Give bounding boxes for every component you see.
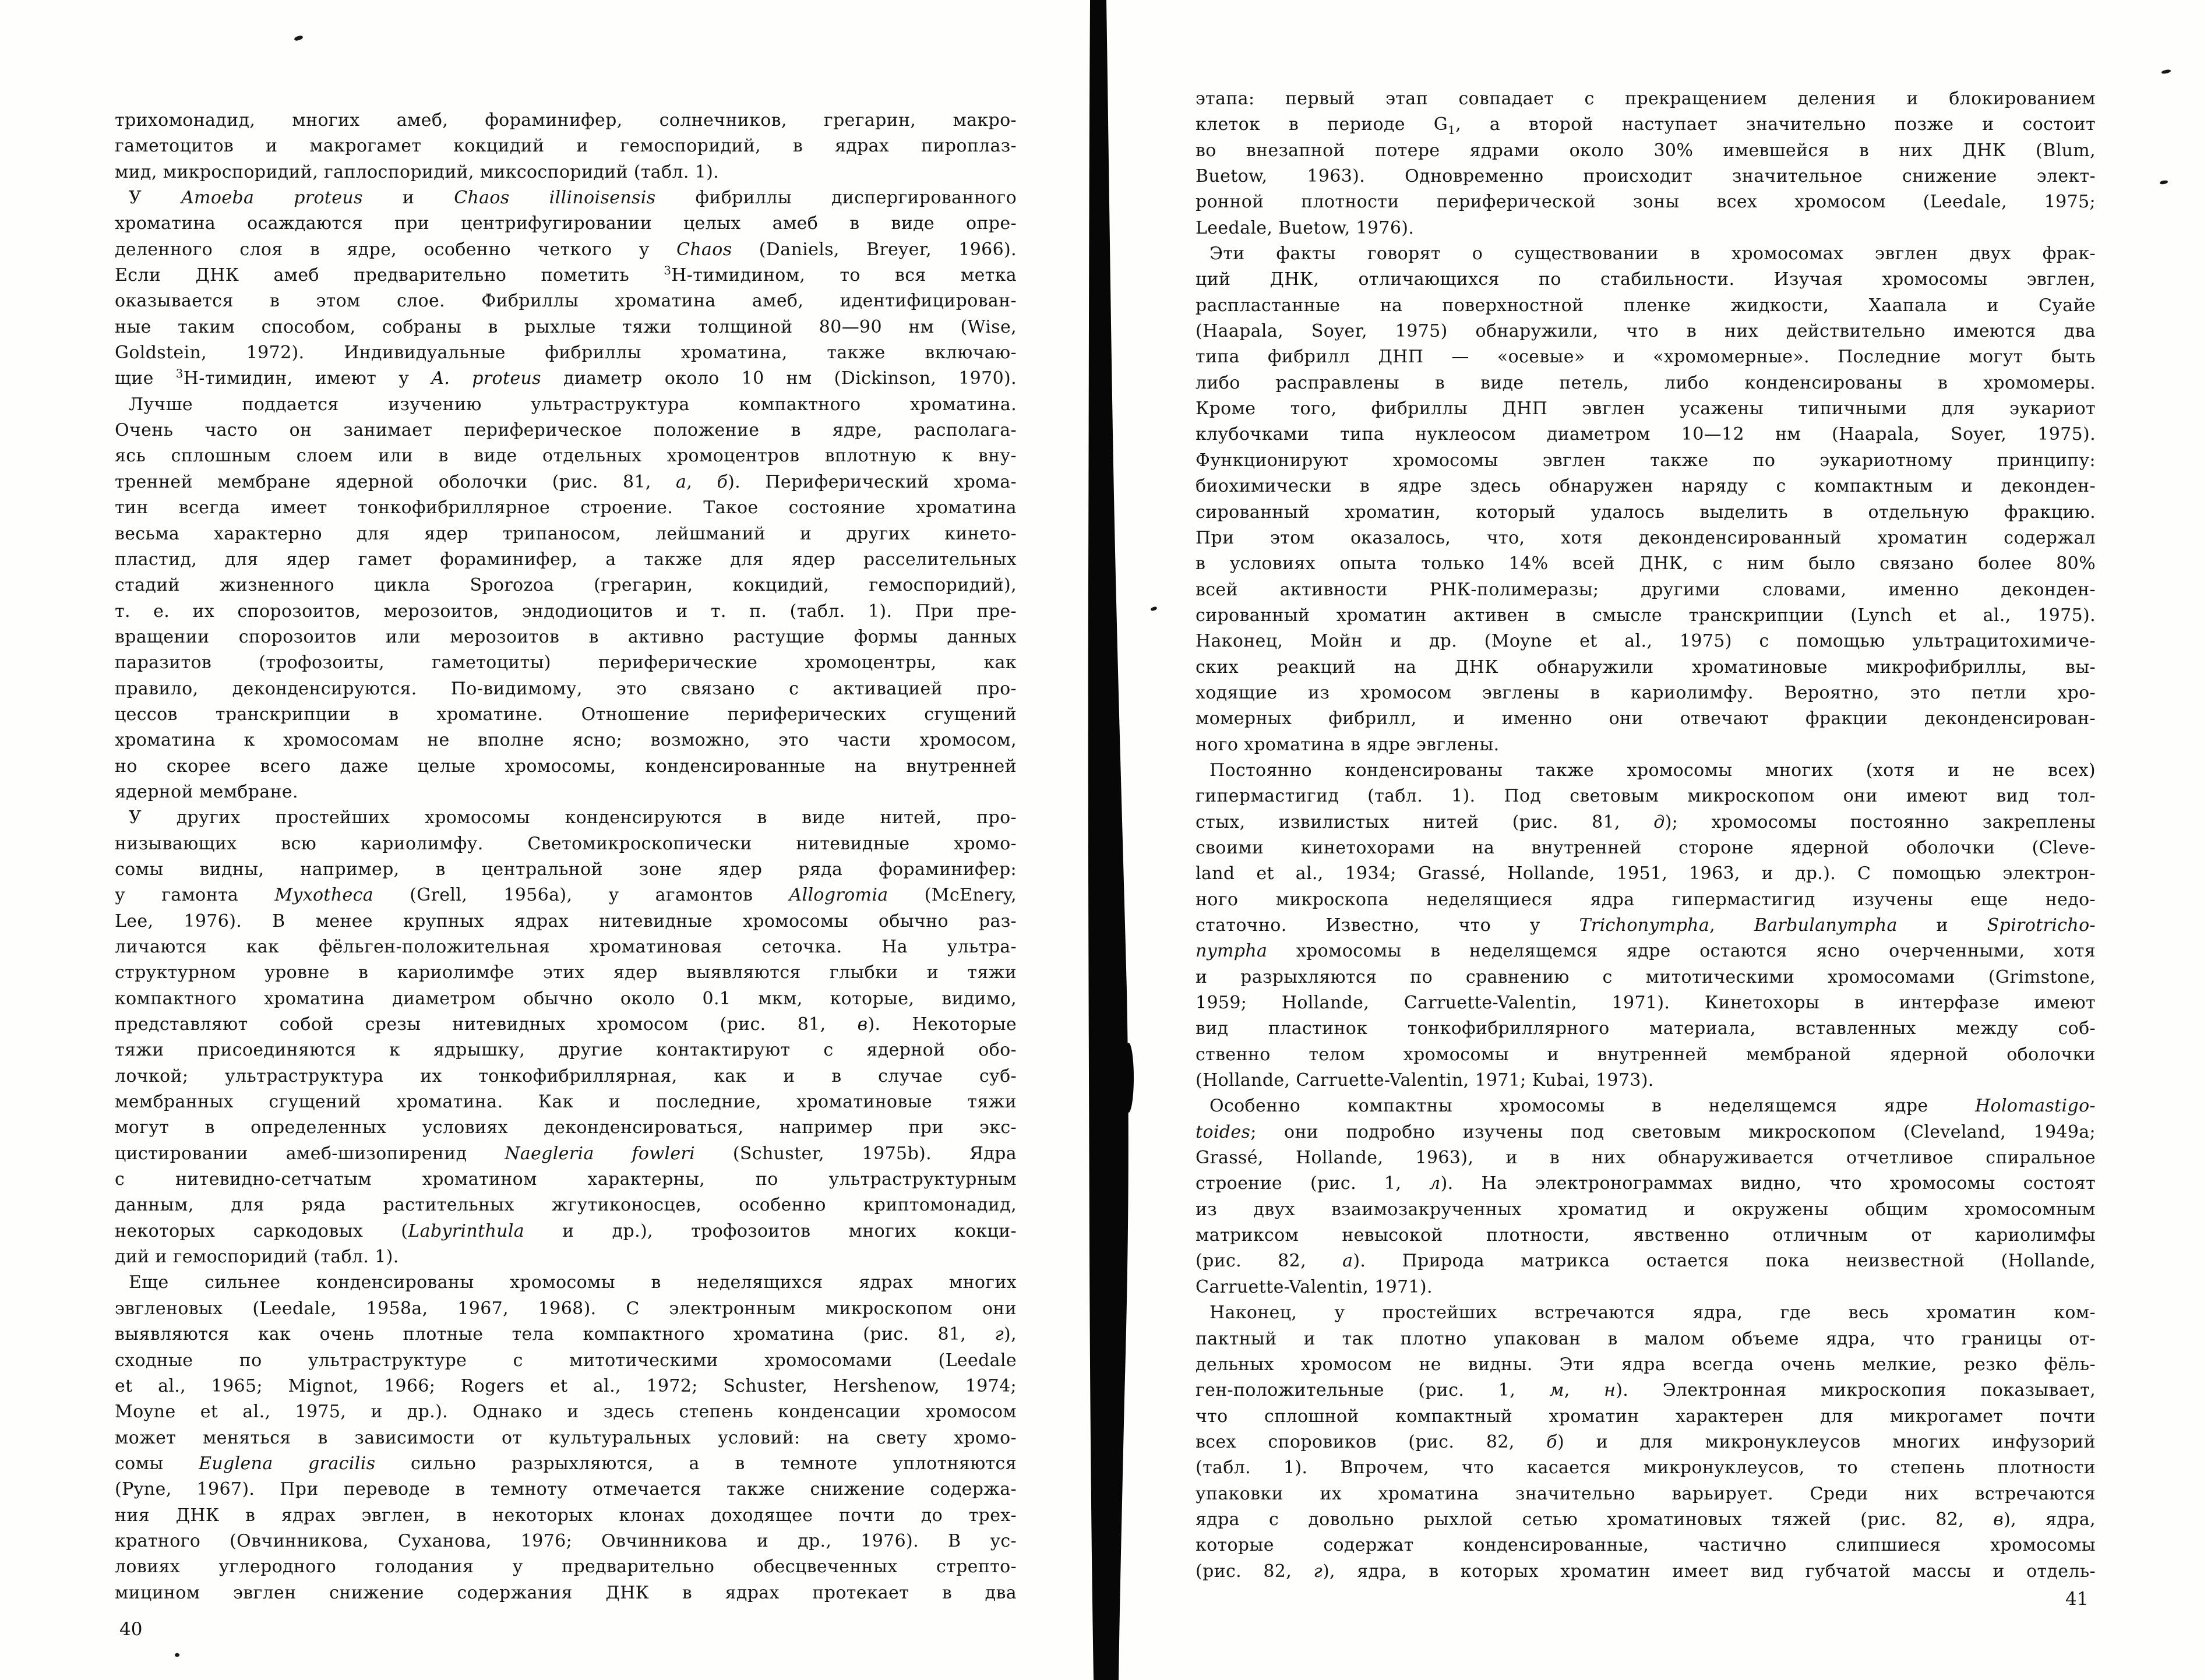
- text-line: мид, микроспоридий, гаплоспоридий, миксоспоридий (табл. 1).: [115, 161, 720, 182]
- text-line: (рис. 82, г), ядра, в которых хроматин имеет вид губчатой массы и отдель-: [1196, 1561, 2096, 1582]
- text-line: низывающих всю кариолимфу. Светомикроскопически нитевидные хромо-: [115, 833, 1017, 854]
- text-line: Leedale, Buetow, 1976).: [1196, 217, 1415, 238]
- text-line: (табл. 1). Впрочем, что касается микронуклеусов, то степень плотности: [1196, 1457, 2096, 1478]
- text-line: ного микроскопа неделящиеся ядра гипермастигид изучены еще недо-: [1196, 889, 2096, 910]
- text-line: У Amoeba proteus и Chaos illinoisensis фибриллы диспергированного: [129, 188, 1017, 209]
- text-line: момерных фибрилл, и именно они отвечают фракции деконденсирован-: [1196, 708, 2096, 729]
- text-line: При этом оказалось, что, хотя деконденсированный хроматин содержал: [1196, 527, 2096, 548]
- text-line: сированный хроматин, который удалось выделить в отдельную фракцию.: [1196, 502, 2096, 523]
- text-line: тин всегда имеет тонкофибриллярное строение. Такое состояние хроматина: [115, 497, 1017, 518]
- text-line: во внезапной потере ядрами около 30% имевшейся в них ДНК (Blum,: [1196, 140, 2096, 161]
- text-line: Постоянно конденсированы также хромосомы многих (хотя и не всех): [1209, 760, 2096, 781]
- text-line: из двух взаимозакрученных хроматид и окружены общим хромосомным: [1196, 1199, 2096, 1220]
- text-line: могут в определенных условиях деконденсироваться, например при экс-: [115, 1117, 1017, 1138]
- text-line: и разрыхляются по сравнению с митотическими хромосомами (Grimstone,: [1196, 966, 2096, 987]
- text-line: Grassé, Hollande, 1963), и в них обнаруживается отчетливое спиральное: [1196, 1148, 2096, 1169]
- text-line: хроматина к хромосомам не вполне ясно; возможно, это части хромосом,: [115, 730, 1017, 751]
- text-line: Lee, 1976). В менее крупных ядрах нитевидные хромосомы обычно раз-: [115, 910, 1017, 931]
- text-line: вращении спорозоитов или мерозоитов в активно растущие формы данных: [115, 626, 1017, 647]
- text-line: пактный и так плотно упакован в малом объеме ядра, что границы от-: [1196, 1328, 2096, 1349]
- text-line: компактного хроматина диаметром обычно около 0.1 мкм, которые, видимо,: [115, 988, 1017, 1009]
- text-line: Очень часто он занимает периферическое положение в ядре, располага-: [115, 420, 1017, 441]
- text-line: ронной плотности периферической зоны всех хромосом (Leedale, 1975;: [1196, 192, 2096, 213]
- text-line: Goldstein, 1972). Индивидуальные фибриллы хроматина, также включаю-: [115, 343, 1017, 363]
- text-line: может меняться в зависимости от культуральных условий: на свету хромо-: [115, 1427, 1017, 1448]
- text-line: тренней мембране ядерной оболочки (рис. 81, а, б). Периферический хрома-: [115, 471, 1017, 492]
- text-line: статочно. Известно, что у Trichonympha, Barbulanympha и Spirotricho-: [1196, 915, 2096, 936]
- text-line: трихомонадид, многих амеб, фораминифер, солнечников, грегарин, макро-: [115, 110, 1017, 130]
- text-line: щие $^3$H-тимидин, имеют у A. proteus диаметр около 10 нм (Dickinson, 1970).: [115, 367, 1017, 389]
- text-line: ядерной мембране.: [115, 781, 298, 802]
- text-line: ген-положительные (рис. 1, м, н). Электронная микроскопия показывает,: [1196, 1380, 2096, 1401]
- text-line: (рис. 82, а). Природа матрикса остается пока неизвестной (Hollande,: [1196, 1251, 2096, 1272]
- text-line: ских реакций на ДНК обнаружили хроматиновые микрофибриллы, вы-: [1196, 657, 2096, 677]
- text-line: пластид, для ядер гамет фораминифер, а также для ядер расселительных: [115, 549, 1017, 570]
- text-line: эвгленовых (Leedale, 1958a, 1967, 1968). С электронным микроскопом они: [115, 1298, 1017, 1319]
- text-line: которые содержат конденсированные, частично слипшиеся хромосомы: [1196, 1535, 2096, 1556]
- text-line: правило, деконденсируются. По-видимому, это связано с активацией про-: [115, 678, 1017, 699]
- text-line: toides; они подробно изучены под световым микроскопом (Cleveland, 1949a;: [1196, 1121, 2096, 1142]
- text-line: дельных хромосом не видны. Эти ядра всегда очень мелкие, резко фёль-: [1196, 1354, 2096, 1375]
- text-line: оказывается в этом слое. Фибриллы хроматина амеб, идентифицирован-: [115, 291, 1017, 312]
- text-line: сомы Euglena gracilis сильно разрыхляются, а в темноте уплотняются: [115, 1453, 1017, 1474]
- text-line: сомы видны, например, в центральной зоне ядер ряда фораминифер:: [115, 859, 1017, 880]
- text-line: Если ДНК амеб предварительно пометить $^3$H-тимидином, то вся метка: [115, 264, 1017, 286]
- text-line: деленного слоя в ядре, особенно четкого у Chaos (Daniels, Breyer, 1966).: [115, 239, 1017, 260]
- text-line: et al., 1965; Mignot, 1966; Rogers et al., 1972; Schuster, Hershenow, 1974;: [115, 1375, 1017, 1396]
- text-line: гаметоцитов и макрогамет кокцидий и гемоспоридий, в ядрах пироплаз-: [115, 136, 1017, 157]
- text-line: тяжи присоединяются к ядрышку, другие контактируют с ядерной обо-: [115, 1040, 1017, 1061]
- text-line: биохимически в ядре здесь обнаружен наряду с компактным и деконден-: [1196, 476, 2096, 497]
- text-line: клеток в периоде $G_1$, а второй наступает значительно позже и состоит: [1196, 114, 2096, 137]
- text-line: выявляются как очень плотные тела компактного хроматина (рис. 81, г),: [115, 1324, 1017, 1345]
- text-line: ядра с довольно рыхлой сетью хроматиновых тяжей (рис. 82, в), ядра,: [1196, 1509, 2096, 1530]
- text-line: в условиях опыта только 14% всей ДНК, с ним было связано более 80%: [1196, 553, 2096, 574]
- text-line: клубочками типа нуклеосом диаметром 10—12 нм (Haapala, Soyer, 1975).: [1196, 424, 2096, 445]
- text-line: личаются как фёльген-положительная хроматиновая сеточка. На ультра-: [115, 937, 1017, 957]
- text-line: что сплошной компактный хроматин характерен для микрогамет почти: [1196, 1406, 2096, 1427]
- text-line: Buetow, 1963). Одновременно происходит значительное снижение элект-: [1196, 166, 2096, 187]
- text-line: структурном уровне в кариолимфе этих ядер выявляются глыбки и тяжи: [115, 962, 1017, 983]
- text-line: Еще сильнее конденсированы хромосомы в неделящихся ядрах многих: [129, 1272, 1017, 1293]
- text-line: land et al., 1934; Grassé, Hollande, 1951, 1963, и др.). С помощью электрон-: [1196, 863, 2096, 884]
- text-line: Кроме того, фибриллы ДНП эвглен усажены типичными для эукариот: [1196, 398, 2096, 419]
- text-line: хроматина осаждаются при центрифугировании целых амеб в виде опре-: [115, 213, 1017, 234]
- text-line: Лучше поддается изучению ультраструктура компактного хроматина.: [129, 394, 1017, 415]
- text-line: ций ДНК, отличающихся по стабильности. Изучая хромосомы эвглен,: [1196, 269, 2096, 290]
- text-line: Наконец, Мойн и др. (Moyne et al., 1975) с помощью ультрацитохимиче-: [1196, 631, 2096, 652]
- text-line: данным, для ряда растительных жгутиконосцев, особенно криптомонадид,: [115, 1195, 1017, 1216]
- text-line: весьма характерно для ядер трипаносом, лейшманий и других кинето-: [115, 523, 1017, 544]
- text-line: ного хроматина в ядре эвглены.: [1196, 734, 1500, 755]
- text-line: упаковки их хроматина значительно варьирует. Среди них встречаются: [1196, 1483, 2096, 1504]
- text-line: всех споровиков (рис. 82, б) и для микронуклеусов многих инфузорий: [1196, 1431, 2096, 1452]
- text-line: мембранных сгущений хроматина. Как и последние, хроматиновые тяжи: [115, 1092, 1017, 1113]
- text-line: стых, извилистых нитей (рис. 81, д); хромосомы постоянно закреплены: [1196, 811, 2096, 832]
- text-line: но скорее всего даже целые хромосомы, конденсированные на внутренней: [115, 756, 1017, 777]
- text-line: ственно телом хромосомы и внутренней мембраной ядерной оболочки: [1196, 1044, 2096, 1065]
- text-line: Moyne et al., 1975, и др.). Однако и здесь степень конденсации хромосом: [115, 1402, 1017, 1423]
- text-line: (Haapala, Soyer, 1975) обнаружили, что в них действительно имеются два: [1196, 321, 2096, 342]
- page-number-left: 40: [119, 1619, 143, 1640]
- text-line: вид пластинок тонкофибриллярного материала, вставленных между соб-: [1196, 1018, 2096, 1039]
- page-number-right: 41: [2065, 1589, 2089, 1610]
- text-line: типа фибрилл ДНП — «осевые» и «хромомерные». Последние могут быть: [1196, 347, 2096, 368]
- text-line: кратного (Овчинникова, Суханова, 1976; Овчинникова и др., 1976). В ус-: [115, 1530, 1017, 1551]
- text-line: цессов транскрипции в хроматине. Отношение периферических сгущений: [115, 704, 1017, 725]
- text-line: строение (рис. 1, л). На электронограммах видно, что хромосомы состоят: [1196, 1173, 2096, 1194]
- text-line: гипермастигид (табл. 1). Под световым микроскопом они имеют вид тол-: [1196, 786, 2096, 807]
- text-line: с нитевидно-сетчатым хроматином характерны, по ультраструктурным: [115, 1169, 1017, 1190]
- text-line: своими кинетохорами на внутренней стороне ядерной оболочки (Cleve-: [1196, 837, 2096, 858]
- text-line: nympha хромосомы в неделящемся ядре остаются ясно очерченными, хотя: [1196, 941, 2096, 962]
- text-line: матриксом невысокой плотности, явственно отличным от кариолимфы: [1196, 1225, 2096, 1246]
- text-line: ходящие из хромосом эвглены в кариолимфу. Вероятно, это петли хро-: [1196, 682, 2096, 703]
- text-line: сированный хроматин активен в смысле транскрипции (Lynch et al., 1975).: [1196, 605, 2096, 626]
- text-line: Особенно компактны хромосомы в неделящемся ядре Holomastigo-: [1209, 1096, 2096, 1117]
- text-line: (Hollande, Carruette-Valentin, 1971; Kubai, 1973).: [1196, 1070, 1654, 1091]
- text-line: ловиях углеродного голодания у предварительно обесцвеченных стрепто-: [115, 1557, 1017, 1577]
- text-line: паразитов (трофозоиты, гаметоциты) периферические хромоцентры, как: [115, 652, 1017, 673]
- text-line: распластанные на поверхностной пленке жидкости, Хаапала и Суайе: [1196, 295, 2096, 316]
- text-line: дий и гемоспоридий (табл. 1).: [115, 1247, 399, 1268]
- text-line: этапа: первый этап совпадает с прекращением деления и блокированием: [1196, 89, 2096, 109]
- text-line: ния ДНК в ядрах эвглен, в некоторых клонах доходящее почти до трех-: [115, 1505, 1017, 1526]
- text-line: ные таким способом, собраны в рыхлые тяжи толщиной 80—90 нм (Wise,: [115, 316, 1017, 337]
- ink-speck: [175, 1653, 179, 1657]
- text-line: ясь сплошным слоем или в виде отдельных хромоцентров вплотную к вну-: [115, 446, 1017, 467]
- text-line: сходные по ультраструктуре с митотическими хромосомами (Leedale: [115, 1350, 1017, 1371]
- text-line: всей активности РНК-полимеразы; другими словами, именно деконден-: [1196, 579, 2096, 600]
- text-line: Наконец, у простейших встречаются ядра, где весь хроматин ком-: [1209, 1303, 2096, 1323]
- text-line: У других простейших хромосомы конденсируются в виде нитей, про-: [129, 807, 1017, 828]
- text-line: цистировании амеб-шизопиренид Naegleria fowleri (Schuster, 1975b). Ядра: [115, 1143, 1017, 1164]
- text-line: лочкой; ультраструктура их тонкофибриллярная, как и в случае суб-: [115, 1065, 1017, 1086]
- text-line: Carruette-Valentin, 1971).: [1196, 1276, 1433, 1297]
- text-line: у гамонта Myxotheca (Grell, 1956a), у агамонтов Allogromia (McEnery,: [115, 885, 1017, 906]
- text-line: т. е. их спорозоитов, мерозоитов, эндодиоцитов и т. п. (табл. 1). При пре-: [115, 601, 1017, 622]
- text-line: мицином эвглен снижение содержания ДНК в ядрах протекает в два: [115, 1582, 1017, 1603]
- text-line: представляют собой срезы нитевидных хромосом (рис. 81, в). Некоторые: [115, 1014, 1017, 1035]
- text-line: некоторых саркодовых (Labyrinthula и др.), трофозоитов многих кокци-: [115, 1220, 1017, 1241]
- text-line: Эти факты говорят о существовании в хромосомах эвглен двух фрак-: [1209, 243, 2096, 264]
- text-line: либо расправлены в виде петель, либо конденсированы в хромомеры.: [1196, 372, 2096, 393]
- text-line: Функционируют хромосомы эвглен также по эукариотному принципу:: [1196, 450, 2096, 471]
- text-line: (Pyne, 1967). При переводе в темноту отмечается также снижение содержа-: [115, 1479, 1017, 1500]
- text-line: 1959; Hollande, Carruette-Valentin, 1971). Кинетохоры в интерфазе имеют: [1196, 993, 2096, 1014]
- text-line: стадий жизненного цикла Sporozoa (грегарин, кокцидий, гемоспоридий),: [115, 575, 1017, 596]
